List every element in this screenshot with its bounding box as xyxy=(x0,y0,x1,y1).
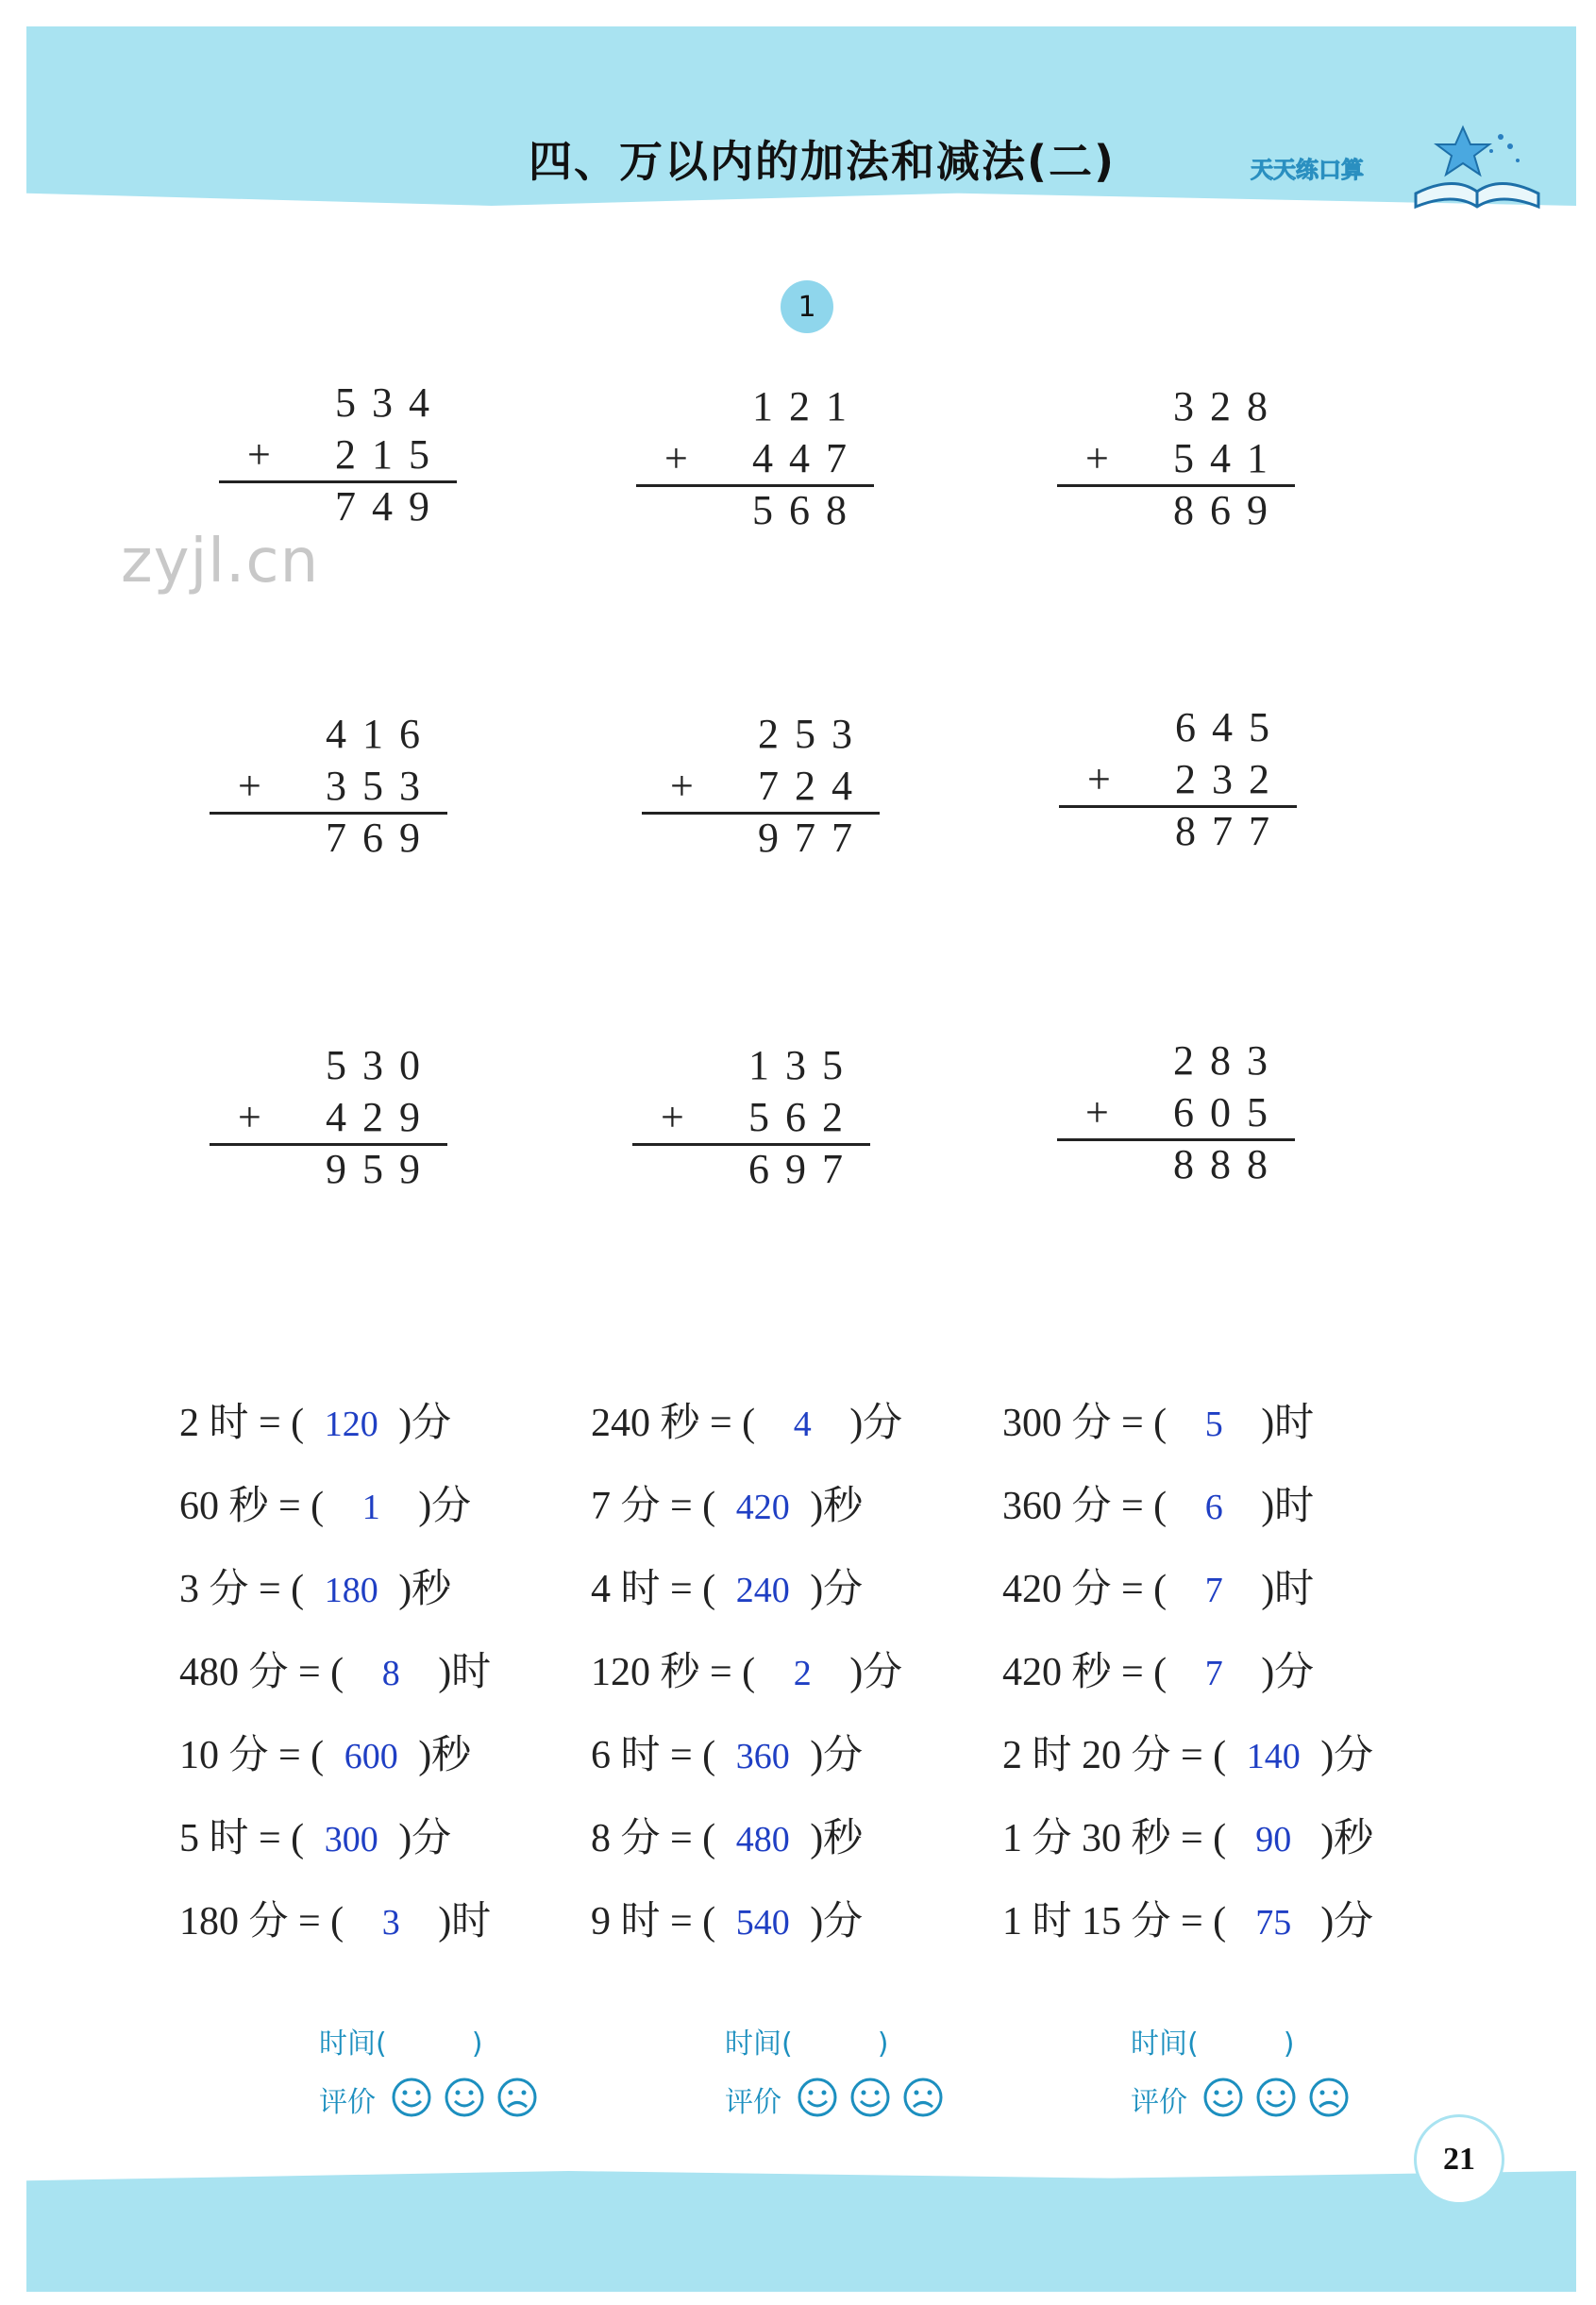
addend-bottom: 724 xyxy=(758,763,868,809)
conversion-answer: 180 xyxy=(324,1571,378,1610)
conversion-lhs: 480 分 = ( xyxy=(179,1651,344,1694)
conversion-lhs: 6 时 = ( xyxy=(591,1734,716,1777)
time-label: 时间( ) xyxy=(319,2027,483,2061)
conversion-unit: )分 xyxy=(1261,1651,1315,1694)
conversion-lhs: 420 秒 = ( xyxy=(1002,1651,1168,1694)
addend-bottom: 353 xyxy=(326,763,436,809)
watermark: zyjl.cn xyxy=(121,527,320,597)
conversion-answer: 90 xyxy=(1255,1820,1292,1859)
addition-problem xyxy=(642,711,887,874)
smile-icon[interactable] xyxy=(1205,2079,1241,2115)
conversion-item xyxy=(591,1563,863,1616)
evaluation-block xyxy=(319,2020,564,2133)
conversion-answer: 1 xyxy=(361,1488,380,1527)
conversion-unit: )秒 xyxy=(418,1734,472,1777)
addend-top: 283 xyxy=(1173,1037,1284,1084)
conversion-answer: 2 xyxy=(793,1654,812,1693)
conversion-lhs: 8 分 = ( xyxy=(591,1817,716,1860)
conversion-lhs: 360 分 = ( xyxy=(1002,1485,1168,1528)
evaluation-block xyxy=(1131,2020,1376,2133)
conversion-item xyxy=(1002,1729,1373,1782)
conversion-unit: )时 xyxy=(438,1651,492,1694)
conversion-unit: )分 xyxy=(1320,1900,1374,1943)
frown-icon[interactable] xyxy=(499,2079,535,2115)
rating-label: 评价 xyxy=(725,2086,781,2119)
addition-problem xyxy=(632,1042,878,1205)
conversion-unit: )分 xyxy=(398,1817,452,1860)
conversion-unit: )分 xyxy=(398,1402,452,1445)
conversion-answer: 8 xyxy=(381,1654,400,1693)
conversion-answer: 3 xyxy=(381,1903,400,1943)
sum-result: 959 xyxy=(326,1146,436,1192)
addition-problem xyxy=(210,1042,455,1205)
frown-icon[interactable] xyxy=(1311,2079,1347,2115)
addition-problem xyxy=(219,379,464,543)
smile-icon[interactable] xyxy=(1258,2079,1294,2115)
conversion-unit: )分 xyxy=(418,1485,472,1528)
rating-faces xyxy=(797,2075,957,2122)
page-title: 四、万以内的加法和减法(二) xyxy=(529,136,1117,187)
conversion-answer: 7 xyxy=(1204,1654,1223,1693)
conversion-lhs: 240 秒 = ( xyxy=(591,1402,756,1445)
conversion-item xyxy=(1002,1397,1314,1450)
conversion-lhs: 5 时 = ( xyxy=(179,1817,305,1860)
conversion-unit: )分 xyxy=(1320,1734,1374,1777)
addend-top: 135 xyxy=(748,1042,859,1088)
conversion-lhs: 3 分 = ( xyxy=(179,1568,305,1611)
conversion-item xyxy=(1002,1563,1314,1616)
conversion-item xyxy=(591,1895,863,1948)
conversion-answer: 360 xyxy=(735,1737,790,1776)
time-label: 时间( ) xyxy=(725,2027,889,2061)
conversion-unit: )时 xyxy=(1261,1485,1315,1528)
conversion-lhs: 1 时 15 分 = ( xyxy=(1002,1900,1227,1943)
conversion-item xyxy=(179,1480,471,1533)
footer-band xyxy=(26,2171,1576,2292)
conversion-item xyxy=(591,1729,863,1782)
time-label: 时间( ) xyxy=(1131,2027,1295,2061)
rating-label: 评价 xyxy=(319,2086,376,2119)
conversion-answer: 420 xyxy=(735,1488,790,1527)
sum-result: 977 xyxy=(758,815,868,861)
addend-top: 530 xyxy=(326,1042,436,1088)
conversion-item xyxy=(1002,1480,1314,1533)
smile-icon[interactable] xyxy=(394,2079,429,2115)
conversion-answer: 7 xyxy=(1204,1571,1223,1610)
conversion-answer: 300 xyxy=(324,1820,378,1859)
conversion-unit: )时 xyxy=(1261,1402,1315,1445)
conversion-lhs: 9 时 = ( xyxy=(591,1900,716,1943)
rating-faces xyxy=(1202,2075,1363,2122)
conversion-item xyxy=(179,1646,491,1699)
conversion-item xyxy=(591,1397,902,1450)
conversion-unit: )分 xyxy=(849,1651,903,1694)
addend-bottom: 215 xyxy=(335,431,445,478)
addition-problem xyxy=(210,711,455,874)
conversion-lhs: 10 分 = ( xyxy=(179,1734,325,1777)
plus-sign: + xyxy=(1085,1089,1109,1136)
conversion-item xyxy=(1002,1895,1373,1948)
plus-sign: + xyxy=(1087,756,1111,802)
conversion-item xyxy=(591,1480,863,1533)
conversion-unit: )分 xyxy=(849,1402,903,1445)
brand-label: 天天练口算 xyxy=(1251,157,1364,183)
conversion-lhs: 2 时 20 分 = ( xyxy=(1002,1734,1227,1777)
addition-problem xyxy=(1059,704,1304,867)
conversion-unit: )秒 xyxy=(398,1568,452,1611)
conversion-item xyxy=(179,1812,451,1865)
conversion-lhs: 60 秒 = ( xyxy=(179,1485,325,1528)
conversion-answer: 4 xyxy=(793,1405,812,1444)
conversion-item xyxy=(1002,1812,1373,1865)
plus-sign: + xyxy=(664,435,688,481)
conversion-unit: )分 xyxy=(810,1734,864,1777)
conversion-item xyxy=(179,1563,451,1616)
conversion-lhs: 300 分 = ( xyxy=(1002,1402,1168,1445)
plus-sign: + xyxy=(247,431,271,478)
smile-icon[interactable] xyxy=(852,2079,888,2115)
conversion-item xyxy=(179,1397,451,1450)
plus-sign: + xyxy=(238,763,261,809)
evaluation-block xyxy=(725,2020,970,2133)
smile-icon[interactable] xyxy=(799,2079,835,2115)
page-number: 21 xyxy=(1414,2114,1504,2205)
open-book-icon xyxy=(1406,109,1548,212)
sum-result: 877 xyxy=(1175,808,1285,854)
plus-sign: + xyxy=(1085,435,1109,481)
addend-top: 253 xyxy=(758,711,868,757)
addend-bottom: 429 xyxy=(326,1094,436,1140)
conversion-answer: 5 xyxy=(1204,1405,1223,1444)
conversion-answer: 120 xyxy=(324,1405,378,1444)
addend-top: 328 xyxy=(1173,383,1284,429)
addend-bottom: 232 xyxy=(1175,756,1285,802)
rating-faces xyxy=(391,2075,551,2122)
conversion-answer: 240 xyxy=(735,1571,790,1610)
conversion-answer: 140 xyxy=(1246,1737,1301,1776)
addition-problem xyxy=(1057,1037,1302,1201)
conversion-item xyxy=(179,1729,471,1782)
addend-top: 534 xyxy=(335,379,445,426)
sum-result: 769 xyxy=(326,815,436,861)
addend-top: 645 xyxy=(1175,704,1285,750)
sum-result: 749 xyxy=(335,483,445,530)
sum-result: 568 xyxy=(752,487,863,533)
conversion-unit: )时 xyxy=(438,1900,492,1943)
conversion-item xyxy=(1002,1646,1314,1699)
addend-top: 416 xyxy=(326,711,436,757)
conversion-lhs: 2 时 = ( xyxy=(179,1402,305,1445)
sum-result: 888 xyxy=(1173,1141,1284,1187)
smile-icon[interactable] xyxy=(446,2079,482,2115)
addend-bottom: 562 xyxy=(748,1094,859,1140)
conversion-answer: 600 xyxy=(344,1737,398,1776)
addition-problem xyxy=(1057,383,1302,547)
section-number-badge: 1 xyxy=(781,280,833,333)
sum-result: 697 xyxy=(748,1146,859,1192)
conversion-item xyxy=(591,1812,863,1865)
conversion-lhs: 420 分 = ( xyxy=(1002,1568,1168,1611)
addend-bottom: 605 xyxy=(1173,1089,1284,1136)
conversion-lhs: 180 分 = ( xyxy=(179,1900,344,1943)
conversion-unit: )秒 xyxy=(810,1485,864,1528)
conversion-item xyxy=(179,1895,491,1948)
addend-bottom: 447 xyxy=(752,435,863,481)
conversion-unit: )秒 xyxy=(810,1817,864,1860)
addend-bottom: 541 xyxy=(1173,435,1284,481)
plus-sign: + xyxy=(670,763,694,809)
conversion-item xyxy=(591,1646,902,1699)
frown-icon[interactable] xyxy=(905,2079,941,2115)
conversion-unit: )分 xyxy=(810,1568,864,1611)
conversion-answer: 540 xyxy=(735,1903,790,1943)
addition-problem xyxy=(636,383,882,547)
conversion-lhs: 1 分 30 秒 = ( xyxy=(1002,1817,1227,1860)
conversion-answer: 6 xyxy=(1204,1488,1223,1527)
conversion-unit: )分 xyxy=(810,1900,864,1943)
conversion-answer: 480 xyxy=(735,1820,790,1859)
conversion-answer: 75 xyxy=(1255,1903,1292,1943)
conversion-lhs: 120 秒 = ( xyxy=(591,1651,756,1694)
plus-sign: + xyxy=(661,1094,684,1140)
rating-label: 评价 xyxy=(1131,2086,1187,2119)
sum-result: 869 xyxy=(1173,487,1284,533)
conversion-lhs: 4 时 = ( xyxy=(591,1568,716,1611)
conversion-lhs: 7 分 = ( xyxy=(591,1485,716,1528)
conversion-unit: )秒 xyxy=(1320,1817,1374,1860)
plus-sign: + xyxy=(238,1094,261,1140)
conversion-unit: )时 xyxy=(1261,1568,1315,1611)
addend-top: 121 xyxy=(752,383,863,429)
